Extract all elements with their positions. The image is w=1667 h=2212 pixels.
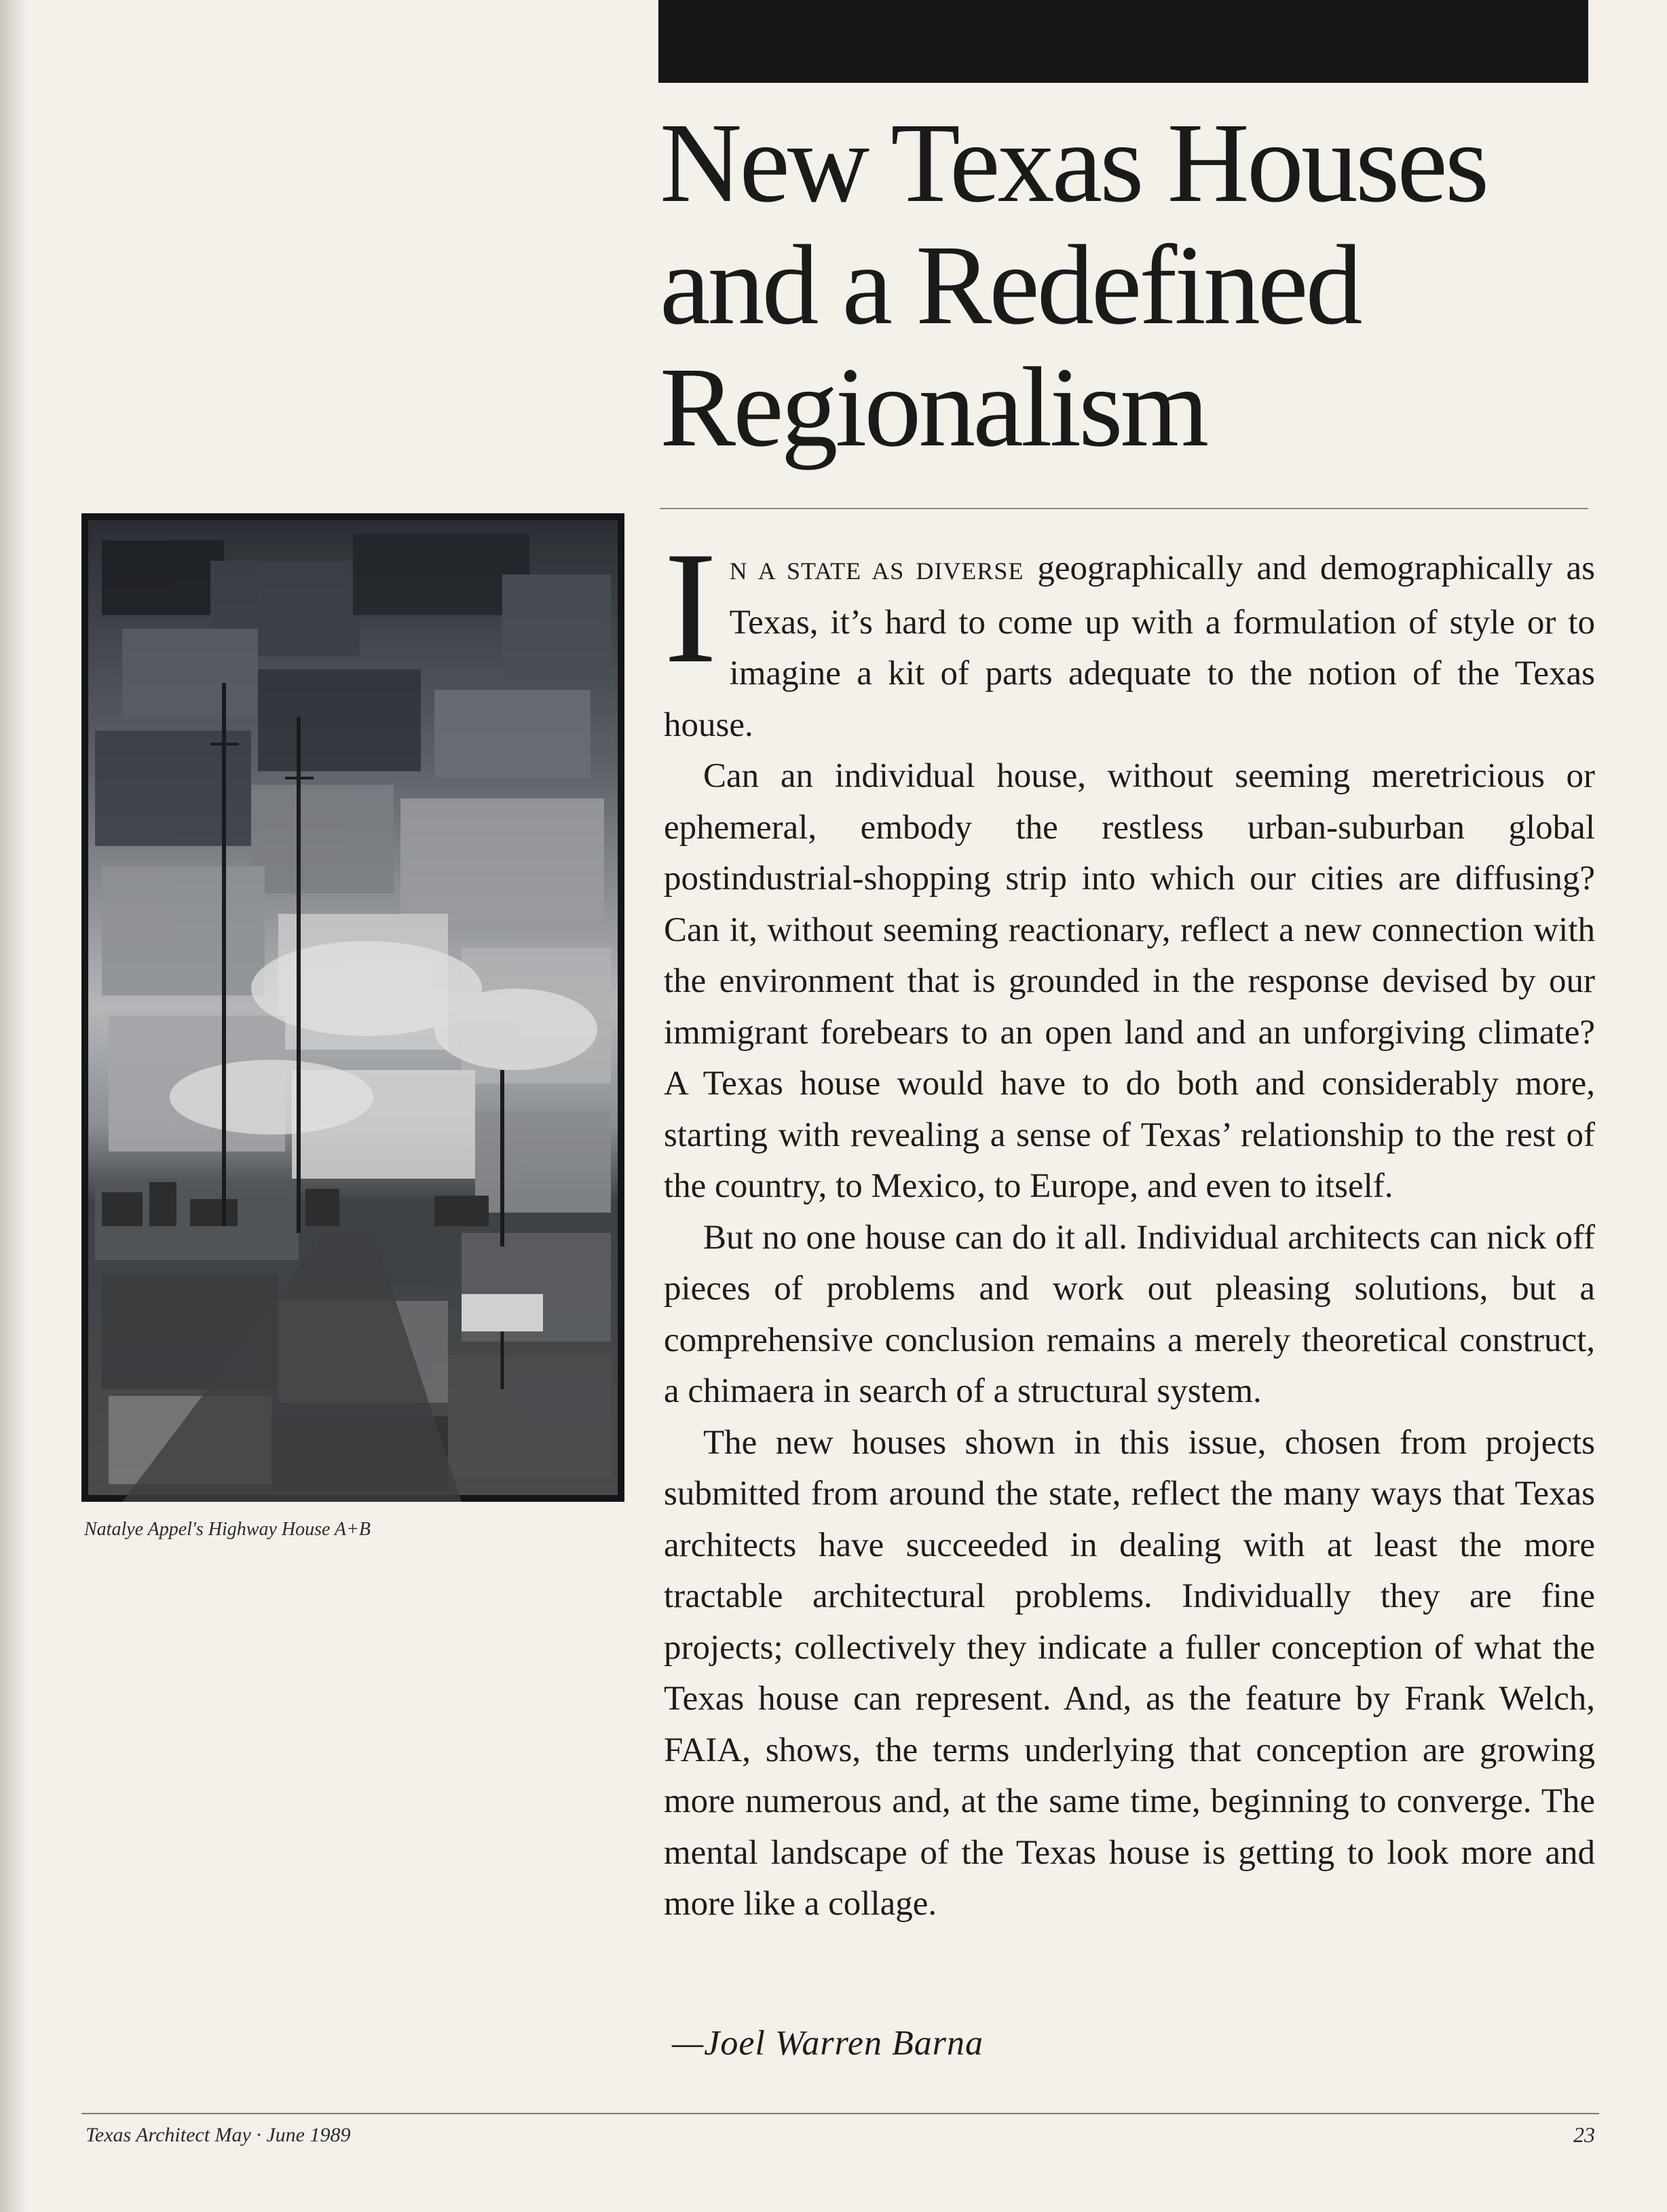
paragraph-2: Can an individual house, without seeming meretricious or ephemeral, embody the restless urban-suburban global postindustrial-shopping strip into which our cities are diffusing? Can it, without seeming reactionary, reflect a new connection with the environment that is grounded in the response devised by our immigrant forebears to an open land and an unforgiving climate? A Texas house would have to do both and considerably more, starting with revealing a sense of Texas’ relationship to the rest of the country, to Mexico, to Europe, and even to itself. [664,757,1595,1205]
publication-info: Texas Architect May · June 1989 [86,2124,351,2146]
lead-in-smallcaps: N A STATE AS DIVERSE [729,557,1024,585]
paragraph-3: But no one house can do it all. Individual architects can nick off pieces of problems and work out pleasing solutions, but a comprehensive conclusion remains a merely theoretical construct, a chimaera in search of a structural system. [664,1218,1595,1410]
photo-collage-icon [81,513,624,1502]
footer-divider [81,2113,1599,2114]
header-black-bar [658,0,1588,83]
page-number: 23 [1573,2122,1595,2147]
title-line-1: New Texas Houses [660,100,1487,226]
figure-caption: Natalye Appel's Highway House A+B [84,1519,371,1540]
highway-house-collage-image [81,513,624,1502]
article-title [660,100,1610,471]
title-line-3: Regionalism [660,344,1207,471]
paragraph-4: The new houses shown in this issue, chosen from projects submitted from around the state, reflect the many ways that Texas architects have succeeded in dealing with at least the more tractable architectural problems. Individually they are fine projects; collectively they indicate a fuller conception of what the Texas house can represent. And, as the feature by Frank Welch, FAIA, shows, the terms underlying that conception are growing more numerous and, at the same time, beginning to converge. The mental landscape of the Texas house is getting to look more and more like a collage. [664,1423,1595,1923]
page-edge-shadow [0,0,27,2212]
title-line-2: and a Redefined [660,222,1360,348]
paragraph-1-text: geographically and demographically as Texas, it’s hard to come up with a formulation of style or to imagine a kit of parts adequate to the notion of the Texas house. [664,549,1595,744]
author-byline: —Joel Warren Barna [672,2024,984,2063]
drop-cap: I [664,519,717,697]
title-divider [660,508,1588,509]
article-body [664,519,1595,1930]
paragraph-1 [664,519,1595,751]
